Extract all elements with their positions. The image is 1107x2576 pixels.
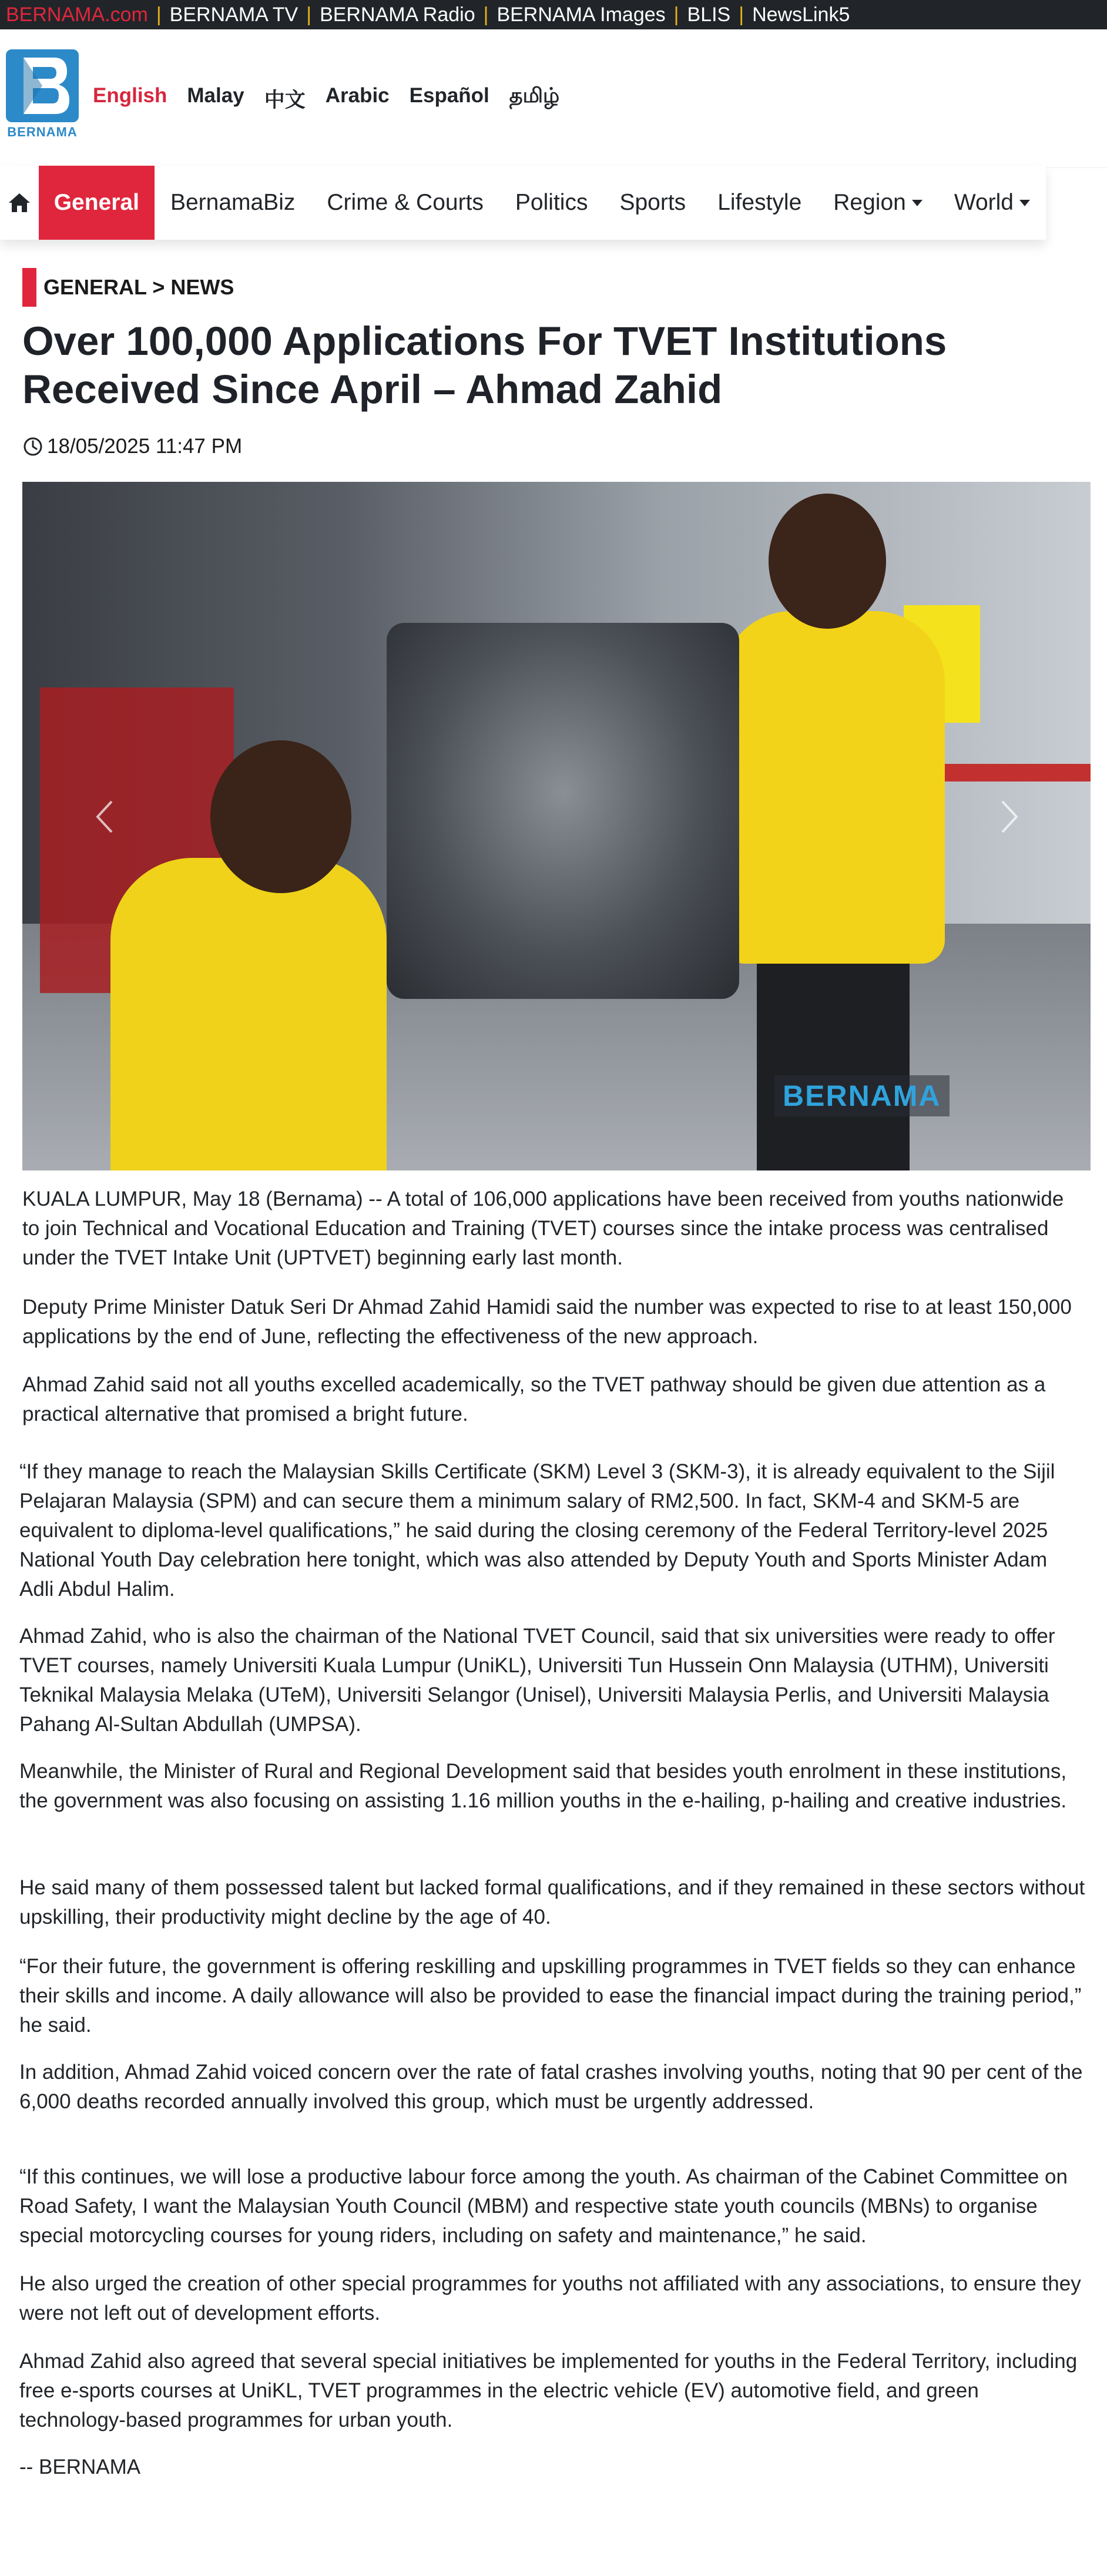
carousel-prev-icon[interactable] xyxy=(93,799,116,834)
article-paragraph: Deputy Prime Minister Datuk Seri Dr Ahmad Zahid Hamidi said the number was expected to rise to at least 150,000 applications by the end of June, reflecting the effectiveness of the new approach. xyxy=(22,1296,1072,1348)
topbar-link-blis[interactable]: BLIS xyxy=(687,3,731,26)
nav-item-world-label: World xyxy=(954,190,1014,215)
home-icon xyxy=(8,192,31,213)
image-student-right xyxy=(722,611,945,964)
bernama-logo[interactable] xyxy=(6,49,79,141)
topbar-link-newslink5[interactable]: NewsLink5 xyxy=(752,3,850,26)
nav-item-world-dropdown[interactable] xyxy=(938,166,1046,240)
language-bar xyxy=(0,29,1107,168)
breadcrumb-accent-bar xyxy=(22,268,36,307)
article-paragraph: In addition, Ahmad Zahid voiced concern over the rate of fatal crashes involving youths, noting that 90 per cent of the 6,000 deaths recorded annually involved this group, which must be urgently addressed. xyxy=(19,2061,1083,2113)
nav-item-crime-courts[interactable]: Crime & Courts xyxy=(327,190,484,215)
main-navigation xyxy=(0,166,1046,240)
chevron-down-icon xyxy=(912,200,922,206)
article-paragraph: “If this continues, we will lose a productive labour force among the youth. As chairman of the Cabinet Committee on Road Safety, I want the Malaysian Youth Council (MBM) and respective state youth councils (MBNs) to organise special motorcycling courses for young riders, including on safety and maintenance,” he said. xyxy=(19,2165,1068,2247)
breadcrumb xyxy=(22,268,234,307)
article-date-text: 18/05/2025 11:47 PM xyxy=(47,435,243,458)
article-paragraph: “For their future, the government is offering reskilling and upskilling programmes in TVET fields so they can enhance their skills and income. A daily allowance will also be provided to ease the financial impact during the training period,” he said. xyxy=(19,1955,1082,2037)
image-engine xyxy=(387,623,739,999)
language-chinese[interactable]: 中文 xyxy=(264,88,306,112)
nav-item-politics[interactable]: Politics xyxy=(515,190,588,215)
image-student-left-head xyxy=(210,740,351,893)
topbar-link-bernama-com[interactable]: BERNAMA.com xyxy=(6,3,148,26)
article-paragraph: KUALA LUMPUR, May 18 (Bernama) -- A total of 106,000 applications have been received from youths nationwide to join Technical and Vocational Education and Training (TVET) courses since the intake process was centralised under the TVET Intake Unit (UPTVET) beginning early last month. xyxy=(22,1188,1064,1269)
article-paragraph: “If they manage to reach the Malaysian Skills Certificate (SKM) Level 3 (SKM-3), it is already equivalent to the Sijil Pelajaran Malaysia (SPM) and can secure them a minimum salary of RM2,500. In fact, SKM-4 and SKM-5 are equivalent to diploma-level qualifications,” he said during the closing ceremony of the Federal Territory-level 2025 National Youth Day celebration here tonight, which was also attended by Deputy Youth and Sports Minister Adam Adli Abdul Halim. xyxy=(19,1460,1055,1601)
nav-item-general[interactable]: General xyxy=(39,166,155,240)
language-spanish[interactable]: Español xyxy=(409,83,489,107)
article-byline: -- BERNAMA xyxy=(19,2456,141,2478)
article-title: Over 100,000 Applications For TVET Institutions Received Since April – Ahmad Zahid xyxy=(22,318,947,412)
breadcrumb-text[interactable]: GENERAL > NEWS xyxy=(43,275,234,299)
language-arabic[interactable]: Arabic xyxy=(325,83,390,107)
image-student-left xyxy=(110,858,387,1170)
article-image-carousel[interactable] xyxy=(22,482,1091,1170)
language-english[interactable]: English xyxy=(93,83,167,107)
separator: | xyxy=(483,3,489,26)
article-paragraph: He said many of them possessed talent but lacked formal qualifications, and if they remained in these sectors without upskilling, their productivity might decline by the age of 40. xyxy=(19,1876,1085,1928)
article-paragraph: He also urged the creation of other special programmes for youths not affiliated with any associations, to ensure they were not left out of development efforts. xyxy=(19,2272,1081,2325)
article-date xyxy=(22,435,242,458)
article-body xyxy=(0,1185,1107,2482)
separator: | xyxy=(673,3,679,26)
image-student-right-pants xyxy=(757,952,910,1170)
separator: | xyxy=(306,3,312,26)
nav-item-region-label: Region xyxy=(833,190,906,215)
article-paragraph: Meanwhile, the Minister of Rural and Regional Development said that besides youth enrolment in these institutions, the government was also focusing on assisting 1.16 million youths in the e-hailing, p-hailing and creative industries. xyxy=(19,1760,1067,1812)
topbar-link-bernama-radio[interactable]: BERNAMA Radio xyxy=(320,3,475,26)
top-bar xyxy=(0,0,1107,29)
article-paragraph: Ahmad Zahid, who is also the chairman of the National TVET Council, said that six universities were ready to offer TVET courses, namely Universiti Kuala Lumpur (UniKL), Universiti Tun Hussein Onn Malaysia (UTHM), Universiti Teknikal Malaysia Melaka (UTeM), Universiti Selangor (Unisel), Universiti Malaysia Perlis, and Universiti Malaysia Pahang Al-Sultan Abdullah (UMPSA). xyxy=(19,1625,1055,1736)
nav-item-sports[interactable]: Sports xyxy=(619,190,686,215)
separator: | xyxy=(156,3,162,26)
separator: | xyxy=(739,3,744,26)
nav-item-bernamabiz[interactable]: BernamaBiz xyxy=(170,190,296,215)
logo-mark xyxy=(6,49,79,122)
nav-item-lifestyle[interactable]: Lifestyle xyxy=(717,190,802,215)
home-button[interactable] xyxy=(0,166,39,240)
article-paragraph: Ahmad Zahid said not all youths excelled academically, so the TVET pathway should be given due attention as a practical alternative that promised a bright future. xyxy=(22,1373,1046,1425)
language-tamil[interactable]: தமிழ் xyxy=(509,83,560,107)
article-paragraph: Ahmad Zahid also agreed that several special initiatives be implemented for youths in the Federal Territory, including free e-sports courses at UniKL, TVET programmes in the electric vehicle (EV) automotive field, and green technology-based programmes for urban youth. xyxy=(19,2350,1078,2431)
topbar-link-bernama-tv[interactable]: BERNAMA TV xyxy=(169,3,298,26)
language-malay[interactable]: Malay xyxy=(187,83,244,107)
clock-icon xyxy=(22,436,43,457)
logo-text: BERNAMA xyxy=(7,124,78,139)
carousel-next-icon[interactable] xyxy=(998,799,1021,834)
nav-item-region-dropdown[interactable] xyxy=(817,166,938,240)
image-student-right-head xyxy=(769,494,886,629)
chevron-down-icon xyxy=(1019,200,1030,206)
image-watermark: BERNAMA xyxy=(774,1075,950,1116)
language-switcher xyxy=(93,84,559,113)
topbar-link-bernama-images[interactable]: BERNAMA Images xyxy=(497,3,666,26)
